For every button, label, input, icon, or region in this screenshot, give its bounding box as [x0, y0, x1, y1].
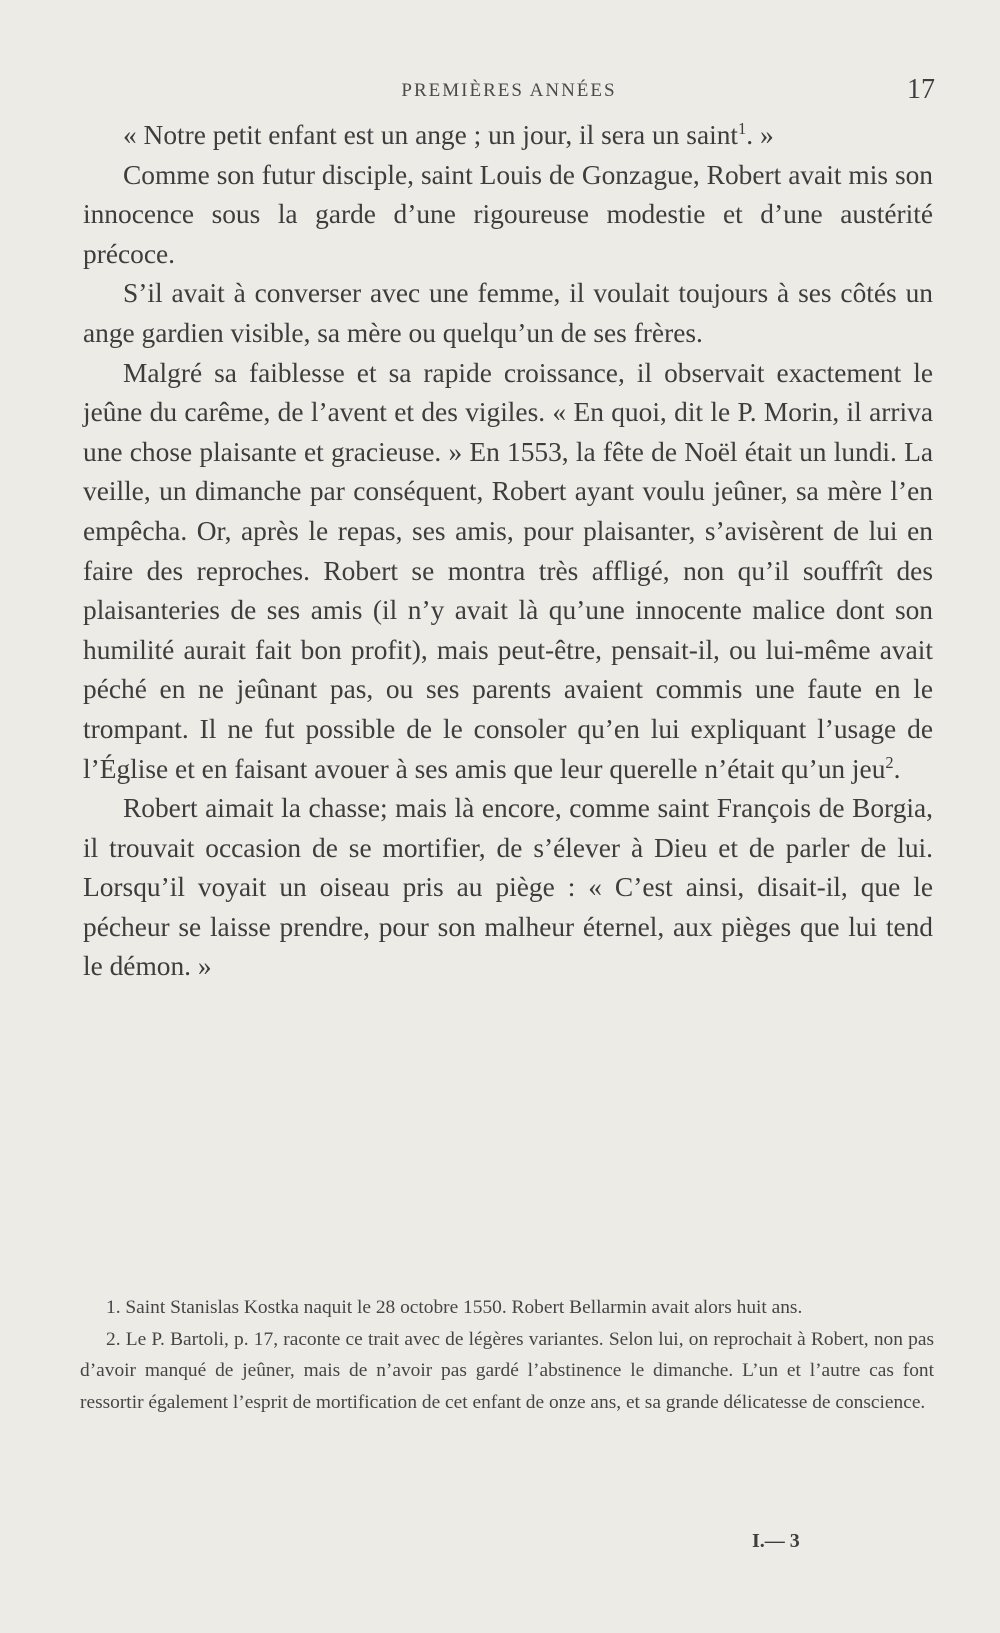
paragraph-text: S’il avait à converser avec une femme, il voulait toujours à ses côtés un ange gardien visible, sa mère ou quelqu’un de ses frères. — [83, 278, 933, 348]
paragraph-text: « Notre petit enfant est un ange ; un jour, il sera un saint — [123, 120, 739, 150]
running-head — [83, 72, 935, 112]
paragraph-text: Malgré sa faiblesse et sa rapide croissance, il observait exactement le jeûne du carême, de l’avent et des vigiles. « En quoi, dit le P. Morin, il arriva une chose plaisante et gracieuse. » En 1553, la fête de Noël était un lundi. La veille, un dimanche par conséquent, Robert ayant voulu jeûner, sa mère l’en empêcha. Or, après le repas, ses amis, pour plaisanter, s’avisèrent de lui en faire des reproches. Robert se montra très affligé, non qu’il souffrît des plaisanteries de ses amis (il n’y avait là qu’une innocente malice dont son humilité aurait fait bon profit), mais peut-être, pensait-il, ou lui-même avait péché en ne jeûnant pas, ou ses parents avaient commis une faute en le trompant. Il ne fut possible de le consoler qu’en lui expliquant l’usage de l’Église et en faisant avouer à ses amis que leur querelle n’était qu’un jeu — [83, 357, 933, 784]
paragraph — [83, 274, 933, 353]
footnote: 2. Le P. Bartoli, p. 17, raconte ce trait avec de légères variantes. Selon lui, on reprochait à Robert, non pas d’avoir manqué de jeûner, mais de n’avoir pas gardé l’abstinence le dimanche. L’un et l’autre cas font ressortir également l’esprit de mortification de cet enfant de onze ans, et sa grande délicatesse de conscience. — [80, 1328, 934, 1413]
paragraph-tail: . » — [746, 120, 774, 150]
signature-mark: I.— 3 — [752, 1530, 800, 1552]
footnote-reference[interactable]: 1 — [738, 118, 747, 138]
paragraph-tail: . — [893, 753, 901, 784]
page-number: 17 — [907, 74, 935, 105]
paragraph-text: Robert aimait la chasse; mais là encore, comme saint François de Borgia, il trouvait occasion de se mortifier, de s’élever à Dieu et de parler de lui. Lorsqu’il voyait un oiseau pris au piège : « C’est ainsi, disait-il, que le pécheur se laisse prendre, pour son malheur éternel, aux pièges que lui tend le démon. » — [83, 793, 933, 982]
paragraph — [83, 116, 933, 156]
paragraph — [83, 354, 933, 790]
footnote-reference[interactable]: 2 — [885, 752, 894, 772]
paragraph — [83, 156, 933, 275]
body-text — [83, 116, 933, 987]
footnotes — [80, 1292, 934, 1418]
paragraph — [83, 789, 933, 987]
paragraph-text: Comme son futur disciple, saint Louis de Gonzague, Robert avait mis son innocence sous la garde d’une rigoureuse modestie et d’une austérité précoce. — [83, 159, 933, 269]
footnote: 1. Saint Stanislas Kostka naquit le 28 octobre 1550. Robert Bellarmin avait alors huit ans. — [106, 1297, 803, 1318]
running-title: PREMIÈRES ANNÉES — [401, 80, 617, 101]
